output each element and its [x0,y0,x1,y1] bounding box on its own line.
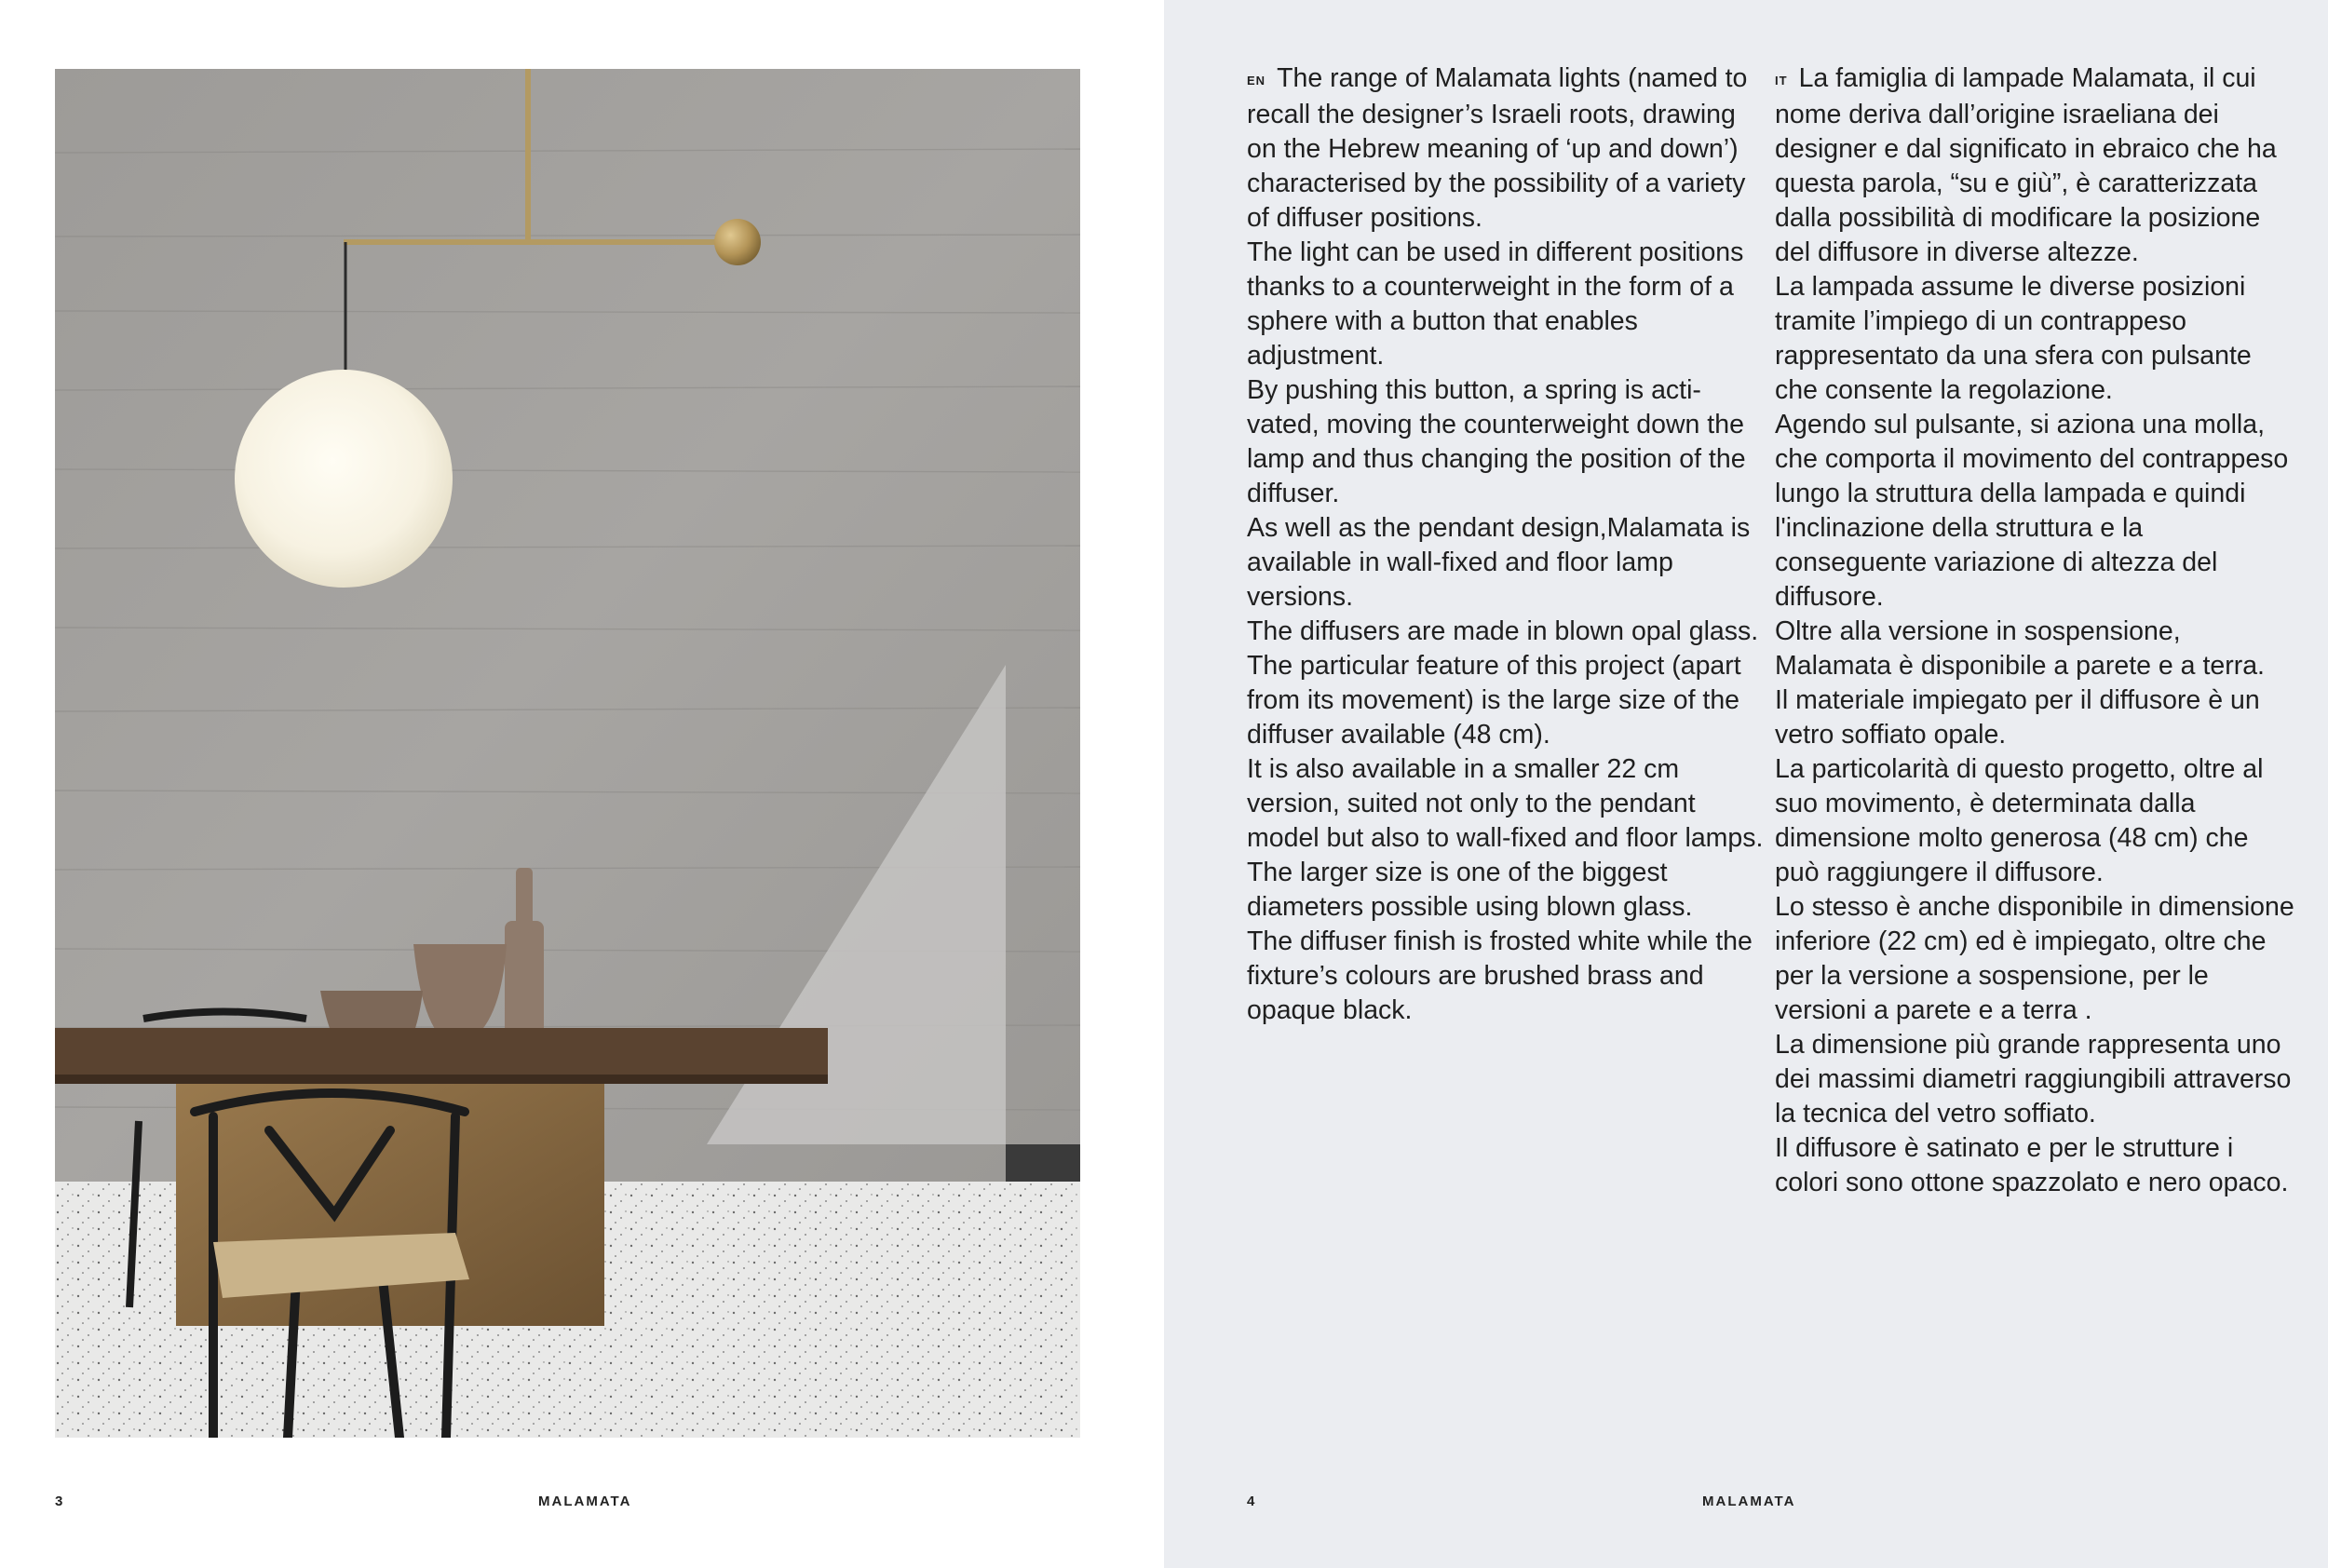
it-paragraph: La dimensione più grande rappresenta uno dei massimi diametri raggiungibili attraverso la tecnica del vetro soffiato. [1775,1030,2292,1129]
page-number-left: 3 [55,1494,63,1509]
en-paragraph: The light can be used in different positions thanks to a counterweight in the form of a sphere with a button that enables adjustment. [1247,237,1744,371]
it-paragraph: La particolarità di questo progetto, oltre al suo movimento, è determinata dalla dimensione molto generosa (48 cm) che può raggiungere il diffusore. [1775,754,2264,887]
it-paragraph: Oltre alla versione in sospensione, Malamata è disponibile a parete e a terra. [1775,616,2265,681]
lang-tag-en: EN [1247,74,1266,88]
en-paragraph: The diffusers are made in blown opal glass. [1247,616,1759,646]
lang-tag-it: IT [1775,74,1788,88]
table-top [55,1028,828,1075]
running-head-right: MALAMATA [1702,1494,1796,1509]
running-head-left: MALAMATA [538,1494,632,1509]
product-photo-malamata-pendant [55,69,1080,1438]
lamp-globe-diffuser [235,370,453,588]
it-paragraph: IT La famiglia di lampade Malamata, il cui nome deriva dall’origine israeliana dei designer e dal significato in ebraico che ha questa parola, “su e giù”, è caratterizzata dalla possibilità di modificare la posizione del diffusore in diverse altezze. [1775,63,2277,267]
photo-illustration [55,69,1080,1438]
en-paragraph: The particular feature of this project (apart from its movement) is the large size of the diffuser available (48 cm). [1247,651,1741,750]
en-paragraph: The diffuser finish is frosted white while the fixture’s colours are brushed brass and opaque black. [1247,926,1753,1025]
italian-text-column [1775,61,2296,1200]
it-paragraph: Lo stesso è anche disponibile in dimensione inferiore (22 cm) ed è impiegato, oltre che per la versione a sospensione, per le versioni a parete e a terra . [1775,892,2294,1025]
it-paragraph: Il diffusore è satinato e per le strutture i colori sono ottone spazzolato e nero opaco. [1775,1133,2289,1197]
en-paragraph: By pushing this button, a spring is acti-vated, moving the counterweight down the lamp and thus changing the position of the diffuser. [1247,375,1746,508]
it-paragraph: Il materiale impiegato per il diffusore è un vetro soffiato opale. [1775,685,2260,750]
en-paragraph: The larger size is one of the biggest diameters possible using blown glass. [1247,858,1693,922]
lamp-counterweight [714,219,761,265]
lamp-rod-vertical [525,69,531,242]
en-paragraph: As well as the pendant design,Malamata is available in wall-fixed and floor lamp versions. [1247,513,1751,612]
it-paragraph: Agendo sul pulsante, si aziona una molla, che comporta il movimento del contrappeso lungo la struttura della lampada e quindi l'inclinazione della struttura e la conseguente variazione di altezza del diffusore. [1775,410,2289,612]
english-text-column [1247,61,1768,1028]
en-paragraph: EN The range of Malamata lights (named to recall the designer’s Israeli roots, drawing on the Hebrew meaning of ‘up and down’) characterised by the possibility of a variety of diffuser positions. [1247,63,1748,233]
en-paragraph: It is also available in a smaller 22 cm version, suited not only to the pendant model but also to wall-fixed and floor lamps. [1247,754,1764,853]
lamp-rod-horizontal [344,239,725,245]
window-strip [1006,1144,1080,1182]
page-number-right: 4 [1247,1494,1255,1509]
it-paragraph: La lampada assume le diverse posizioni tramite l’impiego di un contrappeso rappresentato da una sfera con pulsante che consente la regolazione. [1775,272,2252,405]
